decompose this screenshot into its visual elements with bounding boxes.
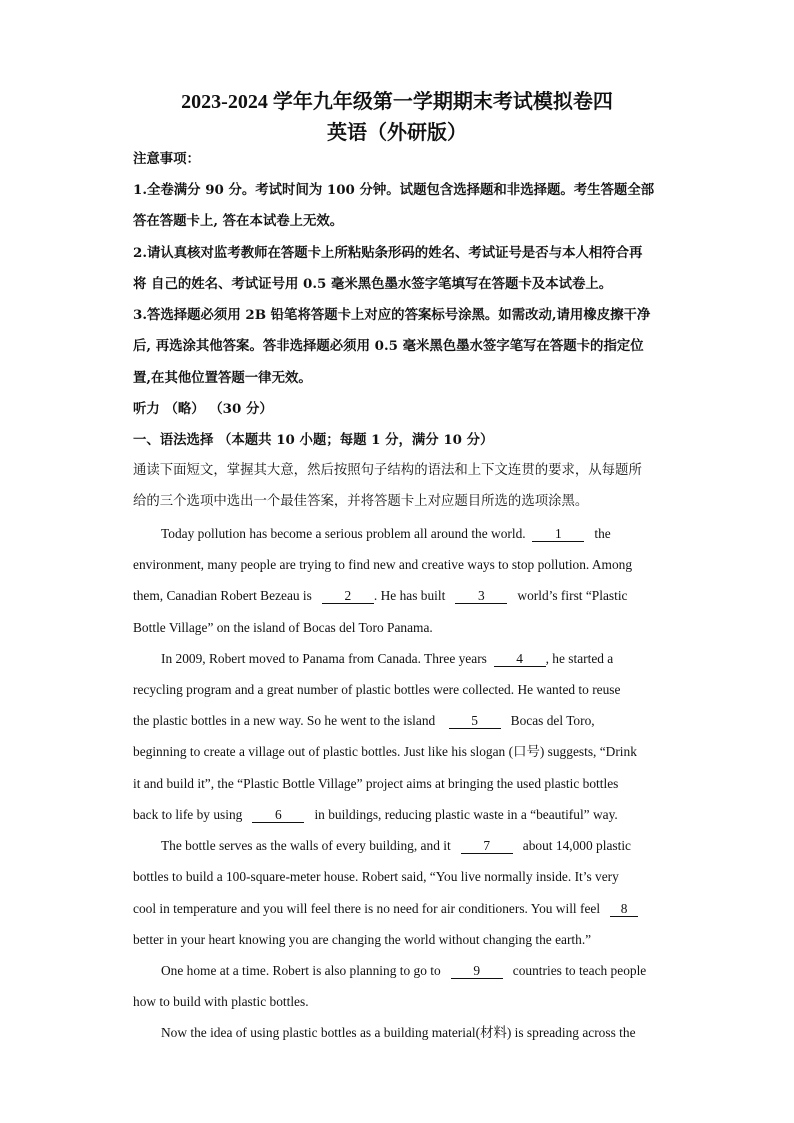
blank-3: 3 — [455, 588, 507, 604]
passage-line: One home at a time. Robert is also planning to go to 9 countries to teach people — [161, 963, 647, 978]
blank-9: 9 — [451, 963, 503, 979]
listening-label: 听力 （略） （30 分） — [133, 401, 273, 417]
blank-1: 1 — [532, 526, 584, 542]
note-2-line-1: 2.请认真核对监考教师在答题卡上所粘贴条形码的姓名、考试证号是否与本人相符合再 — [133, 245, 643, 261]
note-1-line-2: 答在答题卡上, 答在本试卷上无效。 — [133, 213, 344, 229]
blank-7: 7 — [461, 838, 513, 854]
passage-line: how to build with plastic bottles. — [133, 994, 309, 1009]
note-3-line-3: 置,在其他位置答题一律无效。 — [133, 370, 312, 386]
page-title: 2023-2024 学年九年级第一学期期末考试模拟卷四 — [181, 91, 613, 113]
blank-4: 4 — [494, 651, 546, 667]
note-3-line-1: 3.答选择题必须用 2B 铅笔将答题卡上对应的答案标号涂黑。如需改动,请用橡皮擦干净 — [133, 307, 651, 323]
passage-line: better in your heart knowing you are changing the world without changing the earth.” — [133, 932, 592, 947]
notes-heading: 注意事项： — [133, 151, 200, 167]
passage-line: Now the idea of using plastic bottles as a building material(材料) is spreading across the — [161, 1025, 636, 1040]
page-subtitle: 英语（外研版） — [327, 120, 467, 144]
passage-line: bottles to build a 100-square-meter house. Robert said, “You live normally inside. It’s very — [133, 869, 619, 884]
passage-line: recycling program and a great number of plastic bottles were collected. He wanted to reuse — [133, 682, 621, 697]
passage-line: it and build it”, the “Plastic Bottle Village” project aims at bringing the used plastic bottles — [133, 776, 619, 791]
passage-line: them, Canadian Robert Bezeau is 2 . He has built 3 world’s first “Plastic — [133, 588, 628, 603]
passage-line: In 2009, Robert moved to Panama from Canada. Three years 4 , he started a — [161, 651, 614, 666]
passage-line: cool in temperature and you will feel there is no need for air conditioners. You will feel 8 — [133, 900, 663, 918]
blank-5: 5 — [449, 713, 501, 729]
passage-line: beginning to create a village out of plastic bottles. Just like his slogan (口号) suggests, “Drink — [133, 744, 637, 759]
passage-line: Bottle Village” on the island of Bocas del Toro Panama. — [133, 620, 433, 635]
section-1-instructions-line-2: 给的三个选项中选出一个最佳答案，并将答题卡上对应题目所选的选项涂黑。 — [133, 494, 589, 509]
passage-line: The bottle serves as the walls of every building, and it 7 about 14,000 plastic — [161, 838, 632, 853]
note-1-line-1: 1.全卷满分 90 分。考试时间为 100 分钟。试题包含选择题和非选择题。考生答题全部 — [133, 182, 655, 198]
section-1-instructions-line-1: 通读下面短文，掌握其大意，然后按照句子结构的语法和上下文连贯的要求，从每题所 — [133, 463, 642, 478]
passage-line: the plastic bottles in a new way. So he went to the island 5 Bocas del Toro, — [133, 713, 595, 728]
section-1-heading: 一、语法选择 （本题共 10 小题；每题 1 分，满分 10 分） — [133, 432, 494, 448]
note-2-line-2: 将 自己的姓名、考试证号用 0.5 毫米黑色墨水签字笔填写在答题卡及本试卷上。 — [133, 276, 613, 292]
passage-line: Today pollution has become a serious problem all around the world. 1 the — [161, 526, 611, 541]
passage-line: environment, many people are trying to find new and creative ways to stop pollution. Among — [133, 557, 633, 572]
blank-6: 6 — [252, 807, 304, 823]
blank-2: 2 — [322, 588, 374, 604]
passage-line: back to life by using 6 in buildings, reducing plastic waste in a “beautiful” way. — [133, 807, 618, 822]
note-3-line-2: 后, 再选涂其他答案。答非选择题必须用 0.5 毫米黑色墨水签字笔写在答题卡的指定位 — [133, 338, 644, 354]
blank-8: 8 — [610, 901, 638, 917]
